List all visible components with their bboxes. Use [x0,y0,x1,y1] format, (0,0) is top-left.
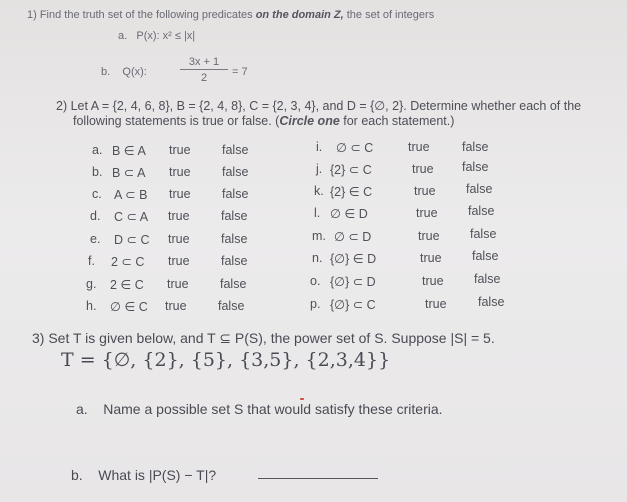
q2-false-option[interactable]: false [468,204,495,218]
q2-true-option[interactable]: true [169,187,191,201]
q2-true-option[interactable]: true [416,206,438,220]
q2-true-option[interactable]: true [168,209,190,223]
q3b [71,467,216,483]
q2-false-option[interactable]: false [462,160,489,174]
q1-title-text: 1) Find the truth set of the following predicates [27,9,253,21]
q2-false-option[interactable]: false [220,277,247,291]
q2-item-label: b. [92,165,103,179]
q2-true-option[interactable]: true [167,277,189,291]
q2-true-option[interactable]: true [168,254,190,268]
q2-false-option[interactable]: false [222,165,249,179]
q2-true-option[interactable]: true [168,232,190,246]
q2-true-option[interactable]: true [169,143,191,157]
q2-line1: 2) Let A = {2, 4, 6, 8}, B = {2, 4, 8}, C = {2, 3, 4}, and D = {∅, 2}. Determine whether each of the [56,99,582,113]
q2-item-label: p. [310,297,321,311]
q1b-denominator: 2 [200,72,208,84]
q2-false-option[interactable]: false [462,140,489,154]
q2-false-option[interactable]: false [478,295,505,309]
q1b-label: b. [101,66,111,78]
q2-item-statement: B ∈ A [112,144,146,158]
q3b-answer-blank[interactable] [258,478,378,479]
q3-set-t: T = {∅, {2}, {5}, {3,5}, {2,3,4}} [61,349,391,371]
q2-item-label: m. [312,229,326,243]
q2-true-option[interactable]: true [425,297,447,311]
q2-item-label: n. [312,251,323,265]
q2-true-option[interactable]: true [422,274,444,288]
q2-line2-emphasis: Circle one [279,114,340,128]
q2-item-label: a. [92,143,103,157]
q1b [101,66,147,78]
q2-item-label: j. [316,162,323,176]
q2-item-label: c. [92,187,102,201]
q2-true-option[interactable]: true [420,251,442,265]
q2-false-option[interactable]: false [474,272,501,286]
q1a-predicate: P(x): x² ≤ |x| [136,30,196,42]
q1b-numerator: 3x + 1 [180,56,228,70]
q2-item-statement: ∅ ∈ D [330,207,368,221]
q3a [76,401,443,417]
q2-item-statement: C ⊂ A [114,210,149,224]
q1-title-tail: the set of integers [346,9,435,21]
q1b-predicate: Q(x): [122,66,147,78]
q1b-fraction [180,56,228,84]
q2-item-statement: {∅} ∈ D [330,252,377,266]
q2-item-statement: D ⊂ C [114,233,150,247]
q1a-label: a. [118,30,128,42]
q2-true-option[interactable]: true [414,184,436,198]
q2-false-option[interactable]: false [221,254,248,268]
red-pen-mark [300,398,304,400]
q2-true-option[interactable]: true [408,140,430,154]
q2-item-statement: {∅} ⊂ D [330,275,376,289]
q2-item-label: g. [86,277,97,291]
q1-title-emphasis: on the domain Z, [255,9,344,21]
q1b-equals: = 7 [232,66,248,78]
q2-false-option[interactable]: false [472,249,499,263]
q1-title [27,9,434,21]
q2-false-option[interactable]: false [221,209,248,223]
q2-false-option[interactable]: false [466,182,493,196]
q3a-label: a. [76,401,88,417]
q2-item-statement: ∅ ∈ C [110,300,148,314]
q2-false-option[interactable]: false [222,143,249,157]
q3a-text: Name a possible set S that would satisfy these criteria. [103,401,443,417]
q2-true-option[interactable]: true [169,165,191,179]
q2-item-label: f. [88,254,95,268]
q2-line2-b: for each statement.) [339,114,455,128]
q2-false-option[interactable]: false [222,187,249,201]
q2-false-option[interactable]: false [470,227,497,241]
q2-item-statement: ∅ ⊂ D [334,230,372,244]
q2-item-statement: {∅} ⊂ C [330,298,376,312]
q2-true-option[interactable]: true [418,229,440,243]
q3-intro: 3) Set T is given below, and T ⊆ P(S), the power set of S. Suppose |S| = 5. [32,330,495,346]
q2-item-statement: 2 ⊂ C [111,255,145,269]
q2-line2 [73,114,454,128]
q2-item-label: d. [90,209,101,223]
q2-true-option[interactable]: true [165,299,187,313]
q2-false-option[interactable]: false [218,299,245,313]
q2-true-option[interactable]: true [412,162,434,176]
q2-item-statement: 2 ∈ C [110,278,144,292]
q2-item-statement: {2} ∈ C [330,185,373,199]
q3b-label: b. [71,467,83,483]
q2-item-label: o. [310,274,321,288]
q2-item-statement: ∅ ⊂ C [336,141,374,155]
q1a [118,30,195,42]
q2-item-label: e. [90,232,101,246]
q2-item-statement: A ⊂ B [114,188,148,202]
q2-line2-a: following statements is true or false. ( [73,114,280,128]
q2-false-option[interactable]: false [221,232,248,246]
q2-item-label: i. [316,140,323,154]
q2-item-label: k. [314,184,324,198]
q2-item-label: l. [314,206,321,220]
q2-item-label: h. [86,299,97,313]
q2-item-statement: B ⊂ A [112,166,146,180]
q2-item-statement: {2} ⊂ C [330,163,372,177]
q3b-text: What is |P(S) − T|? [98,467,217,483]
